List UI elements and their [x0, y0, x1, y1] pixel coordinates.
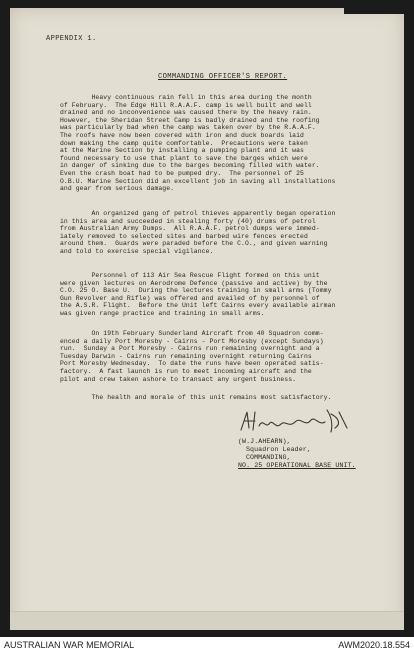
- paragraph-rain: Heavy continuous rain fell in this area during the month of February. The Edge Hill R.A.A.F. camp is well built and well drained and no inconvenience was caused there by the heavy rain. However, the Sheridan Street Camp is badly drained and the roofing was particularly bad when the camp was taken over by the R.A.A.F. The roofs have now been covered with iron and duck boards laid down making the camp quite comfortable. Precautions were taken at the Marine Section by installing a pumping plant and it was found necessary to use that plant to save the barges which were in danger of sinking due to the barges becoming filled with water. Even the crash boat had to be pumped dry. The personnel of 25 O.B.U. Marine Section did an excellent job in saving all installations and gear from serious damage.: [60, 94, 336, 193]
- paragraph-sunderland: On 19th February Sunderland Aircraft from 40 Squadron comm- enced a daily Port Moresby - Cairns - Port Moresby (except Sundays) run. Sunday a Port Moresby - Cairns run remaining overnight and a Tuesday Darwin - Cairns run remaining overnight returning Cairns Port Moresby Wednesday. To date the runs have been operated satis- factory. A fast launch is run to meet incoming aircraft and the pilot and crew taken ashore to transact any urgent business.: [60, 330, 324, 383]
- signatory-name: (W.J.AHEARN),: [238, 438, 291, 445]
- handwritten-signature: [235, 406, 353, 438]
- appendix-label: APPENDIX 1.: [46, 35, 97, 43]
- paragraph-training: Personnel of 113 Air Sea Rescue Flight formed on this unit were given lectures on Aerodrome Defence (passive and active) by the C.O. 25 O. Base U. During the lectures training in small arms (Tommy Gun Revolver and Rifle) was offered and availed of by personnel of the A.S.R. Flight. Before the Unit left Cairns every available airman was given range practice and training in small arms.: [60, 272, 336, 317]
- paper-tape-strip: [10, 611, 404, 630]
- signatory-rank: Squadron Leader,: [246, 446, 311, 453]
- signature-block: [238, 438, 356, 470]
- footer-accession-number: AWM2020.18.554: [338, 640, 410, 650]
- report-title: COMMANDING OFFICER'S REPORT.: [158, 73, 288, 81]
- document-page: [10, 8, 404, 630]
- paragraph-petrol: An organized gang of petrol thieves apparently began operation in this area and succeeded in stealing forty (40) drums of petrol from Australian Army Dumps. All R.A.A.F. petrol dumps were immed- iately removed to selected sites and barbed wire fences erected around them. Guards were paraded before the C.O., and given warning and told to exercise special vigilance.: [60, 210, 336, 255]
- archive-footer: [0, 639, 414, 653]
- paragraph-morale: The health and morale of this unit remains most satisfactory.: [60, 394, 332, 401]
- footer-institution: AUSTRALIAN WAR MEMORIAL: [4, 640, 135, 650]
- signatory-unit: NO. 25 OPERATIONAL BASE UNIT.: [238, 462, 356, 469]
- signatory-role: COMMANDING,: [246, 454, 291, 461]
- page-tear: [344, 8, 404, 14]
